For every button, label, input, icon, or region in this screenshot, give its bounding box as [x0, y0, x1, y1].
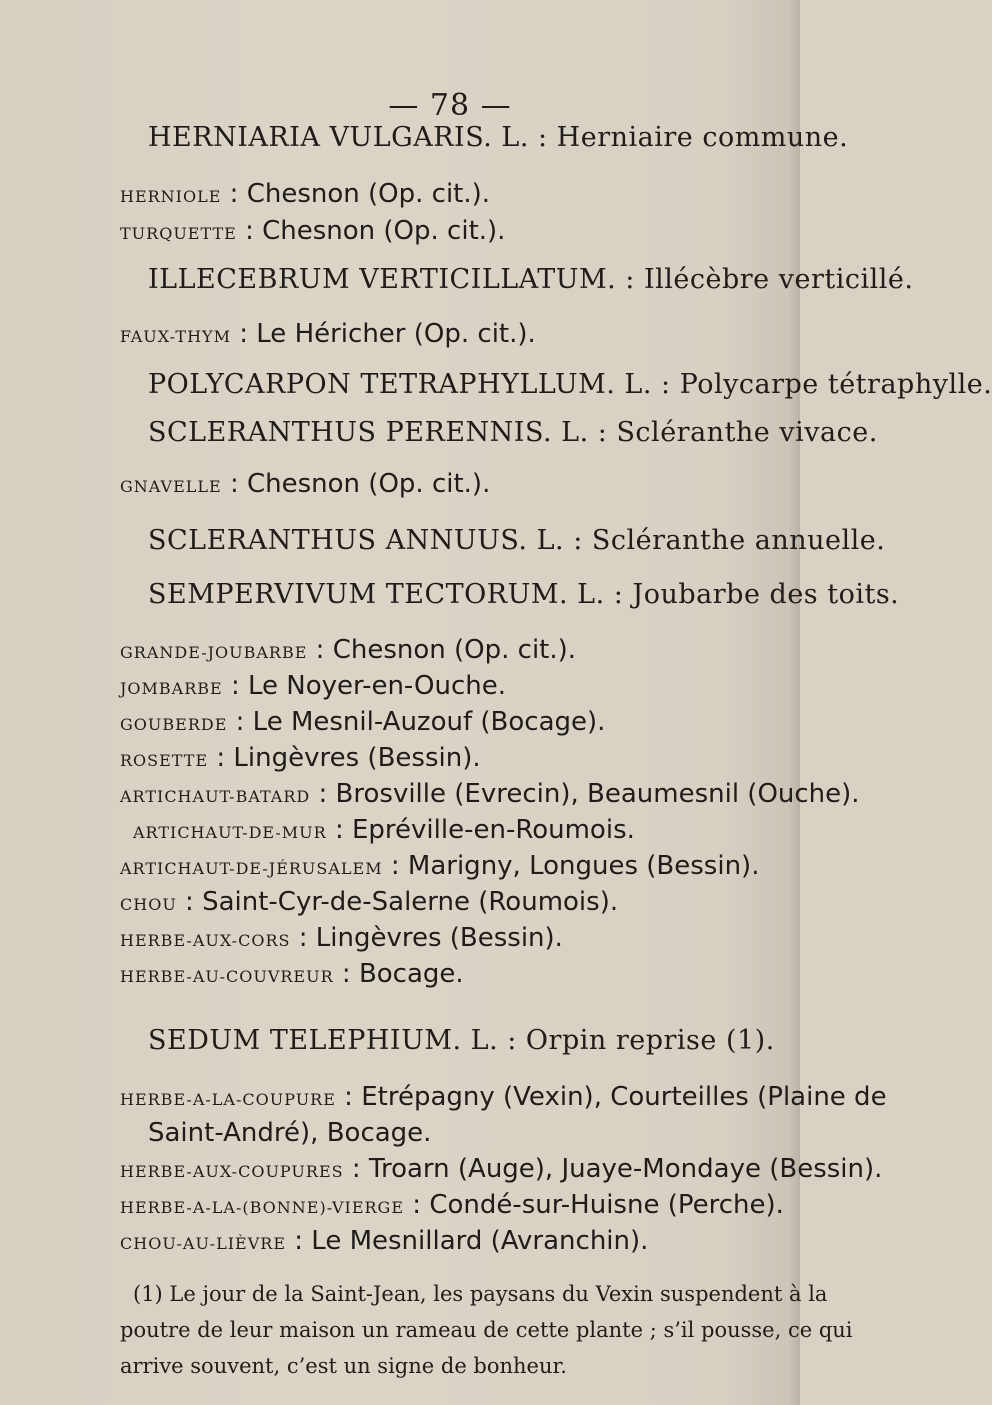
entry-separator: : [310, 779, 336, 809]
entry-locality: Le Héricher (Op. cit.). [256, 319, 536, 349]
vernacular-entry [120, 851, 759, 881]
vernacular-entry [120, 923, 563, 953]
vernacular-name: TURQUETTE [120, 224, 237, 243]
vernacular-name: ARTICHAUT-BATARD [120, 787, 311, 806]
vernacular-entry [120, 743, 481, 773]
vernacular-name: JOMBARBE [120, 679, 223, 698]
entry-separator: : [404, 1190, 430, 1220]
entry-separator: : [221, 179, 247, 209]
vernacular-entry [120, 319, 536, 349]
entry-separator: : [307, 635, 333, 665]
entry-separator: : [382, 851, 408, 881]
entry-separator: : [221, 469, 247, 499]
entry-locality: Le Mesnillard (Avranchin). [311, 1226, 649, 1256]
vernacular-entry [120, 216, 505, 246]
entry-separator: : [230, 319, 257, 349]
entry-separator: : [335, 1082, 362, 1112]
species-heading: HERNIARIA VULGARIS. L. : Herniaire commune. [148, 122, 849, 153]
vernacular-entry [120, 779, 860, 809]
entry-separator: : [326, 815, 352, 845]
entry-locality: Marigny, Longues (Bessin). [407, 851, 760, 881]
entry-separator: : [236, 216, 263, 246]
species-heading: SEMPERVIVUM TECTORUM. L. : Joubarbe des toits. [148, 579, 900, 610]
entry-separator: : [227, 707, 253, 737]
entry-locality: Etrépagny (Vexin), Courteilles (Plaine de [361, 1082, 887, 1112]
vernacular-entry [133, 815, 635, 845]
vernacular-entry [120, 959, 464, 989]
entry-locality: Saint-Cyr-de-Salerne (Roumois). [202, 887, 619, 917]
vernacular-name: ARTICHAUT-DE-JÉRUSALEM [120, 859, 383, 878]
entry-locality: Lingèvres (Bessin). [315, 923, 563, 953]
species-heading: ILLECEBRUM VERTICILLATUM. : Illécèbre verticillé. [148, 264, 914, 295]
entry-locality: Epréville-en-Roumois. [351, 815, 635, 845]
entry-continuation: Saint-André), Bocage. [148, 1118, 432, 1148]
vernacular-entry [120, 1082, 887, 1112]
vernacular-name: HERBE-A-LA-(BONNE)-VIERGE [120, 1198, 405, 1217]
vernacular-entry [120, 1226, 648, 1256]
entry-locality: Troarn (Auge), Juaye-Mondaye (Bessin). [368, 1154, 883, 1184]
entry-separator: : [222, 671, 249, 701]
species-heading: SCLERANTHUS ANNUUS. L. : Scléranthe annuelle. [148, 525, 886, 556]
entry-separator: : [176, 887, 203, 917]
vernacular-entry [120, 179, 490, 209]
vernacular-name: CHOU [120, 895, 177, 914]
vernacular-name: GNAVELLE [120, 477, 222, 496]
entry-separator: : [333, 959, 359, 989]
page-edge-shadow [786, 0, 800, 1405]
species-heading: POLYCARPON TETRAPHYLLUM. L. : Polycarpe tétraphylle. [148, 369, 992, 400]
vernacular-name: HERBE-AUX-COUPURES [120, 1162, 344, 1181]
entry-locality: Le Mesnil-Auzouf (Bocage). [252, 707, 606, 737]
vernacular-name: HERBE-AUX-CORS [120, 931, 291, 950]
footnote-line: arrive souvent, c’est un signe de bonheur. [120, 1354, 567, 1378]
page-number: — 78 — [388, 88, 512, 123]
entry-locality: Chesnon (Op. cit.). [332, 635, 577, 665]
vernacular-entry [120, 1190, 784, 1220]
footnote-line: (1) Le jour de la Saint-Jean, les paysans du Vexin suspendent à la [133, 1282, 828, 1306]
entry-locality: Lingèvres (Bessin). [233, 743, 481, 773]
entry-locality: Chesnon (Op. cit.). [262, 216, 506, 246]
vernacular-entry [120, 707, 605, 737]
vernacular-entry [120, 887, 618, 917]
entry-locality: Le Noyer-en-Ouche. [248, 671, 507, 701]
vernacular-name: HERBE-AU-COUVREUR [120, 967, 334, 986]
vernacular-entry [120, 469, 490, 499]
entry-separator: : [290, 923, 316, 953]
entry-locality: Chesnon (Op. cit.). [246, 179, 491, 209]
vernacular-entry [120, 635, 576, 665]
vernacular-name: GOUBERDE [120, 715, 228, 734]
footnote-line: poutre de leur maison un rameau de cette plante ; s’il pousse, ce qui [120, 1318, 853, 1342]
vernacular-name: GRANDE-JOUBARBE [120, 643, 308, 662]
entry-separator: : [208, 743, 234, 773]
vernacular-entry [120, 671, 506, 701]
entry-locality: Condé-sur-Huisne (Perche). [429, 1190, 784, 1220]
species-heading: SEDUM TELEPHIUM. L. : Orpin reprise (1). [148, 1025, 775, 1056]
vernacular-name: HERBE-A-LA-COUPURE [120, 1090, 336, 1109]
vernacular-entry [120, 1154, 882, 1184]
vernacular-name: ARTICHAUT-DE-MUR [133, 823, 327, 842]
entry-separator: : [343, 1154, 369, 1184]
entry-locality: Bocage. [358, 959, 464, 989]
entry-separator: : [286, 1226, 312, 1256]
entry-locality: Chesnon (Op. cit.). [247, 469, 491, 499]
vernacular-name: ROSETTE [120, 751, 209, 770]
vernacular-name: CHOU-AU-LIÈVRE [120, 1234, 286, 1253]
species-heading: SCLERANTHUS PERENNIS. L. : Scléranthe vivace. [148, 417, 878, 448]
entry-locality: Brosville (Evrecin), Beaumesnil (Ouche). [335, 779, 860, 809]
vernacular-name: HERNIOLE [120, 187, 222, 206]
vernacular-name: FAUX-THYM [120, 327, 231, 346]
